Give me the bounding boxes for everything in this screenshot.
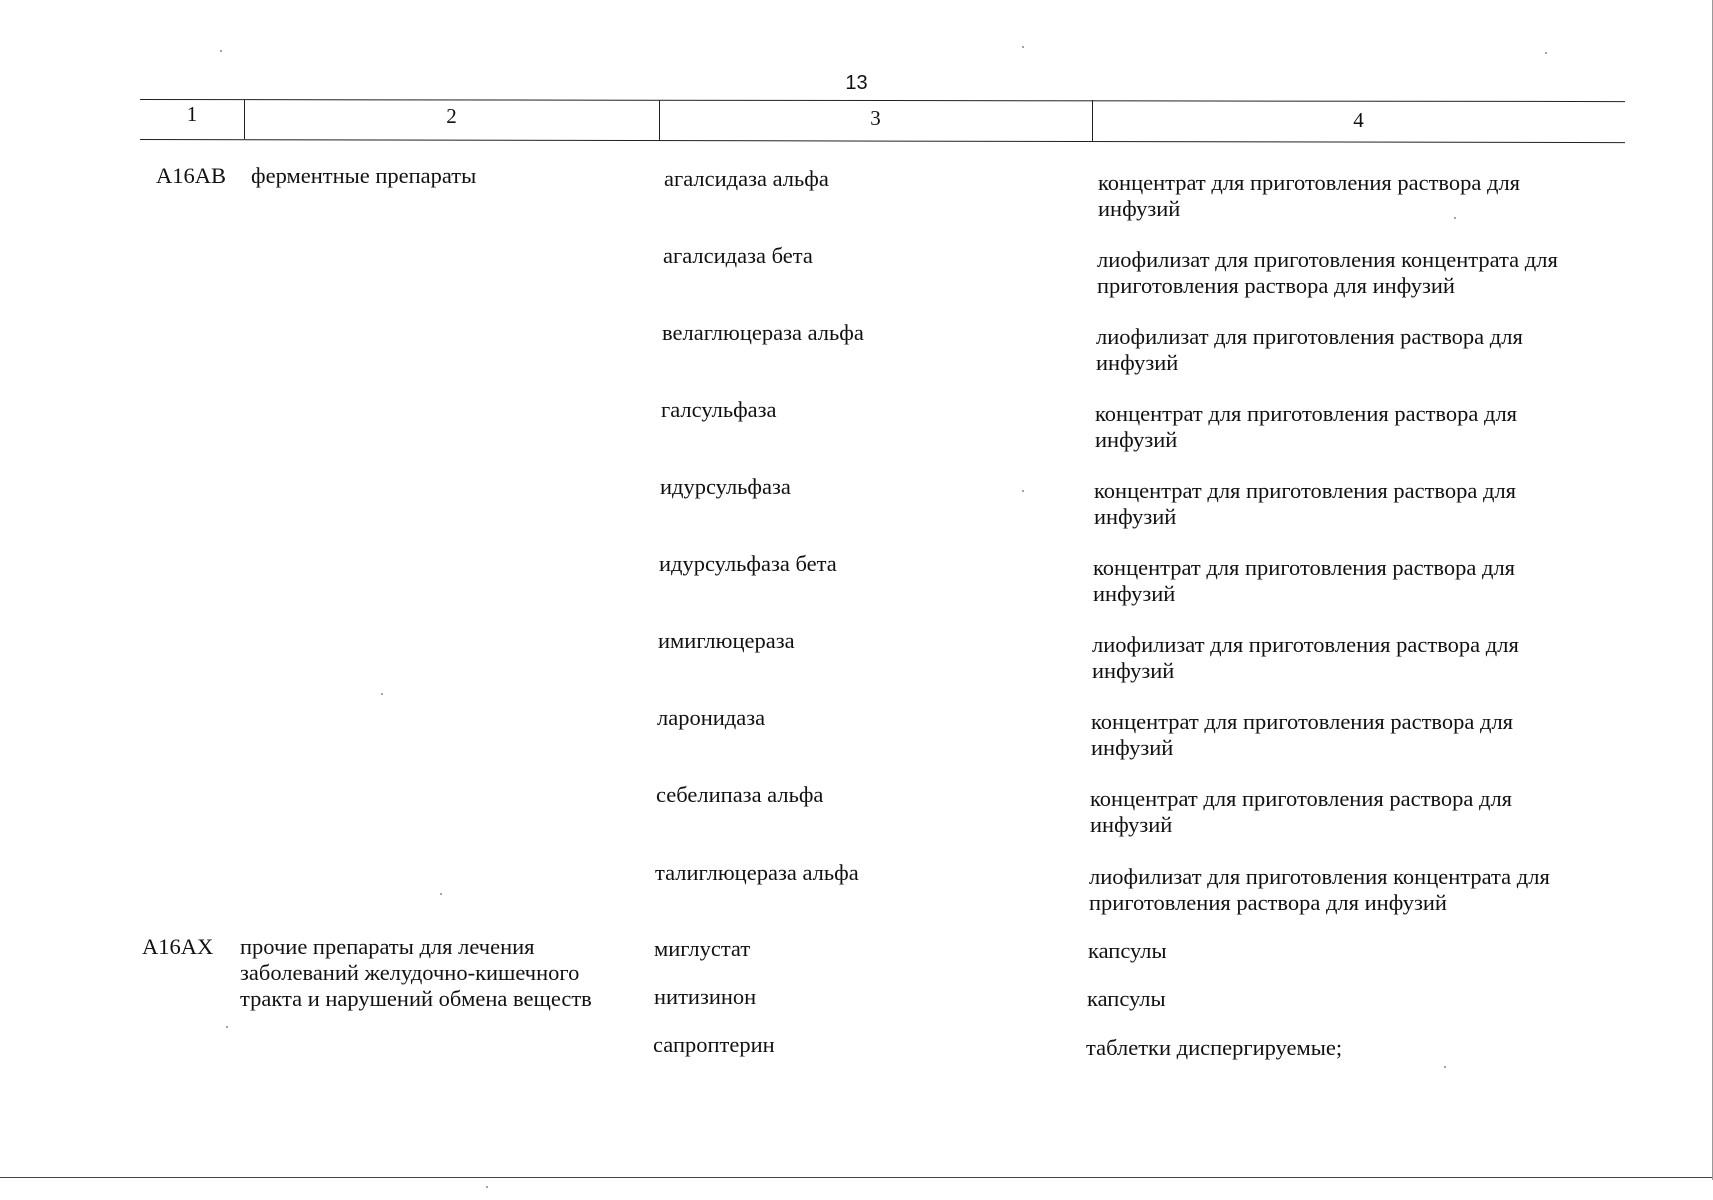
dosage-form: капсулы [1088,938,1167,963]
dosage-form: концентрат для приготовления раствора для инфузий [1091,709,1514,760]
header-bottom-rule [140,139,1625,143]
header-top-rule [140,99,1625,102]
substance-name: себелипаза альфа [656,782,824,807]
substance-name: агалсидаза альфа [664,166,829,191]
header-col-3: 3 [870,106,881,130]
group-code: A16AX [142,934,214,959]
dosage-form: концентрат для приготовления раствора для инфузий [1093,555,1516,606]
scan-speck [486,1186,488,1188]
substance-name: миглустат [654,936,751,961]
group-name: прочие препараты для лечения заболеваний желудочно-кишечного тракта и нарушений обмена веществ [240,934,592,1011]
header-col-1: 1 [186,102,198,126]
scan-speck [440,893,442,895]
dosage-form: лиофилизат для приготовления концентрата для приготовления раствора для инфузий [1089,864,1550,915]
dosage-form: лиофилизат для приготовления раствора для инфузий [1092,632,1519,683]
substance-name: ларонидаза [657,705,766,730]
scan-speck [381,693,383,695]
scan-edge-bottom [0,1177,1713,1178]
dosage-form: концентрат для приготовления раствора для инфузий [1098,170,1521,221]
header-col-4: 4 [1353,108,1364,132]
substance-name: имиглюцераза [658,628,795,653]
substance-name: идурсульфаза бета [659,551,837,576]
scan-speck [1545,52,1547,54]
substance-name: нитизинон [654,984,757,1009]
group-name: ферментные препараты [251,163,477,188]
scan-speck [1444,1066,1446,1068]
substance-name: галсульфаза [661,397,777,422]
dosage-form: концентрат для приготовления раствора для инфузий [1095,401,1518,452]
dosage-form: таблетки диспергируемые; [1086,1035,1343,1060]
substance-name: идурсульфаза [660,474,791,499]
scan-speck [1022,46,1024,48]
scan-speck [220,50,222,52]
scan-speck [1454,217,1456,219]
dosage-form: концентрат для приготовления раствора для инфузий [1090,786,1513,837]
group-code: A16AB [156,163,227,188]
scan-speck [1022,490,1024,492]
substance-name: талиглюцераза альфа [655,860,859,885]
dosage-form: концентрат для приготовления раствора для инфузий [1094,478,1517,529]
substance-name: велаглюцераза альфа [662,320,864,345]
scan-speck [226,1026,228,1028]
header-col-2: 2 [446,104,457,128]
substance-name: агалсидаза бета [663,243,813,268]
dosage-form: капсулы [1087,986,1166,1011]
dosage-form: лиофилизат для приготовления концентрата для приготовления раствора для инфузий [1097,247,1558,298]
page-number: 13 [845,72,868,94]
substance-name: сапроптерин [653,1032,775,1057]
dosage-form: лиофилизат для приготовления раствора для инфузий [1096,324,1523,375]
